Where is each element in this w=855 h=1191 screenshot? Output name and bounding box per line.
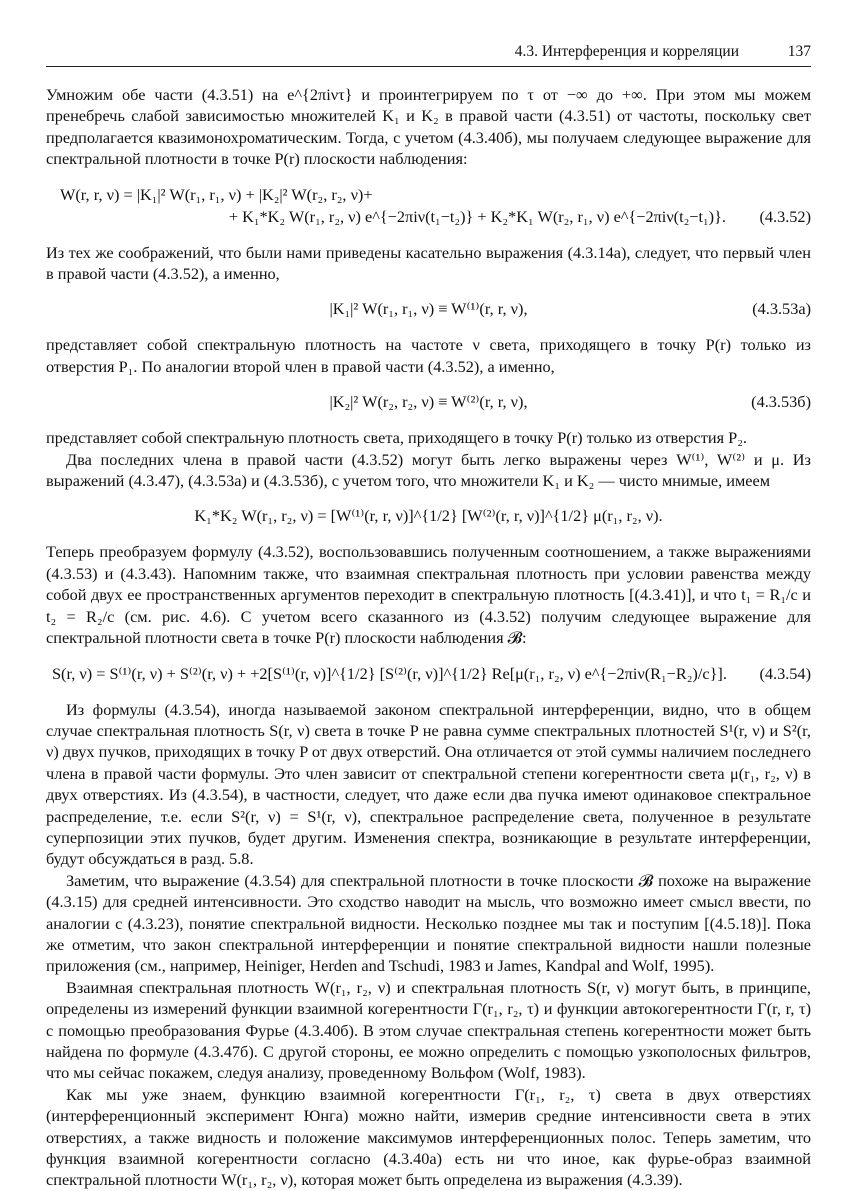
page-number: 137 <box>787 43 811 60</box>
equation-line-2: + K₁*K₂ W(r₁, r₂, ν) e^{−2πiν(t₁−t₂)} + K₂*K₁ W(r₂, r₁, ν) e^{−2πiν(t₂−t₁)}. <box>228 206 726 226</box>
paragraph-6: Теперь преобразуем формулу (4.3.52), воспользовавшись полученным соотношением, а также выражениями (4.3.53) и (4.3.43). Напомним также, что взаимная спектральная плотность при условии равенства между собой двух ее пространственных аргументов переходит в спектральную плотность [(4.3.41)], и что t₁ = R₁/c и t₂ = R₂/c (см. рис. 4.6). С учетом всего сказанного из (4.3.52) получим следующее выражение для спектральной плотности света в точке P(r) плоскости наблюдения 𝓑: <box>46 542 811 648</box>
paragraph-7: Из формулы (4.3.54), иногда называемой законом спектральной интерференции, видно, что в общем случае спектральная плотность S(r, ν) света в точке P не равна сумме спектральных плотностей S¹(r, ν) и S²(r, ν) двух пучков, приходящих в точку P от двух отверстий. Она отличается от этой суммы наличием последнего члена в правой части формулы. Это член зависит от спектральной степени когерентности света μ(r₁, r₂, ν) в двух отверстиях. Из (4.3.54), в частности, следует, что даже если два пучка имеют одинаковое спектральное распределение, т.е. если S²(r, ν) = S¹(r, ν), спектральное распределение света, полученное в результате суперпозиции этих пучков, будет другим. Изменения спектра, возникающие в результате интерференции, будут обсуждаться в разд. 5.8. <box>46 699 811 869</box>
equation-cross-term <box>46 505 811 527</box>
page-body <box>46 84 811 1191</box>
paragraph-5: Два последних члена в правой части (4.3.52) могут быть легко выражены через W⁽¹⁾, W⁽²⁾ и μ. Из выражений (4.3.47), (4.3.53а) и (4.3.53б), с учетом того, что множители K₁ и K₂ — чисто мнимые, имеем <box>46 449 811 491</box>
equation-line-1: W(r, r, ν) = |K₁|² W(r₁, r₁, ν) + |K₂|² W(r₂, r₂, ν)+ <box>60 184 373 204</box>
equation-4-3-53b <box>46 391 811 413</box>
section-title: 4.3. Интерференция и корреляции <box>514 43 739 60</box>
equation-number: (4.3.54) <box>759 663 811 683</box>
equation-formula: K₁*K₂ W(r₁, r₂, ν) = [W⁽¹⁾(r, r, ν)]^{1/2} [W⁽²⁾(r, r, ν)]^{1/2} μ(r₁, r₂, ν). <box>194 506 663 526</box>
equation-formula: |K₁|² W(r₁, r₁, ν) ≡ W⁽¹⁾(r, r, ν), <box>329 299 528 319</box>
paragraph-1: Умножим обе части (4.3.51) на e^{2πiντ} и проинтегрируем по τ от −∞ до +∞. При этом мы можем пренебречь слабой зависимостью множителей K₁ и K₂ в правой части (4.3.51) от частоты, поскольку свет предполагается квазимонохроматическим. Тогда, с учетом (4.3.40б), мы получаем следующее выражение для спектральной плотности в точке P(r) плоскости наблюдения: <box>46 85 811 169</box>
paragraph-3: представляет собой спектральную плотность на частоте ν света, приходящего в точку P(r) только из отверстия P₁. По аналогии второй член в правой части (4.3.52), а именно, <box>46 335 811 376</box>
paragraph-9: Взаимная спектральная плотность W(r₁, r₂, ν) и спектральная плотность S(r, ν) могут быть, в принципе, определены из измерений функции взаимной когерентности Γ(r₁, r₂, τ) и функции автокогерентности Γ(r, r, τ) с помощью преобразования Фурье (4.3.40б). В этом случае спектральная степень когерентности может быть найдена по формуле (4.3.47б). С другой стороны, ее можно определить с помощью узкополосных фильтров, что мы сейчас покажем, следуя анализу, проведенному Вольфом (Wolf, 1983). <box>46 977 811 1083</box>
paragraph-8: Заметим, что выражение (4.3.54) для спектральной плотности в точке плоскости 𝓑 похоже на выражение (4.3.15) для средней интенсивности. Это сходство наводит на мысль, что возможно имеет смысл ввести, по аналогии с (4.3.23), понятие спектральной видности. Несколько позднее мы так и поступим [(4.5.18)]. Пока же отметим, что закон спектральной интерференции и понятие спектральной видности нашли полезные приложения (см., например, Heiniger, Herden and Tschudi, 1983 и James, Kandpal and Wolf, 1995). <box>46 870 811 976</box>
equation-4-3-52 <box>46 184 811 228</box>
equation-formula: |K₂|² W(r₂, r₂, ν) ≡ W⁽²⁾(r, r, ν), <box>329 392 528 412</box>
paragraph-4: представляет собой спектральную плотность света, приходящего в точку P(r) только из отверстия P₂. <box>46 428 747 448</box>
equation-4-3-54 <box>46 663 811 685</box>
paragraph-2: Из тех же соображений, что были нами приведены касательно выражения (4.3.14а), следует, что первый член в правой части (4.3.52), а именно, <box>46 242 811 284</box>
running-header <box>46 40 811 67</box>
paragraph-10: Как мы уже знаем, функцию взаимной когерентности Γ(r₁, r₂, τ) света в двух отверстиях (интерференционный эксперимент Юнга) можно найти, измерив средние интенсивности света в этих отверстиях, а также видность и положение максимумов интерференционных полос. Теперь заметим, что функция взаимной когерентности согласно (4.3.40а) есть ни что иное, как фурье-образ взаимной спектральной плотности W(r₁, r₂, ν), которая может быть определена из выражения (4.3.39). <box>46 1084 811 1190</box>
equation-number: (4.3.52) <box>759 206 811 226</box>
equation-number: (4.3.53а) <box>752 299 811 319</box>
equation-4-3-53a <box>46 298 811 320</box>
equation-formula: S(r, ν) = S⁽¹⁾(r, ν) + S⁽²⁾(r, ν) + +2[S⁽¹⁾(r, ν)]^{1/2} [S⁽²⁾(r, ν)]^{1/2} Re[μ(r₁, r₂, ν) e^{−2πiν(R₁−R₂)/c}]. <box>52 663 727 683</box>
equation-number: (4.3.53б) <box>751 392 811 412</box>
